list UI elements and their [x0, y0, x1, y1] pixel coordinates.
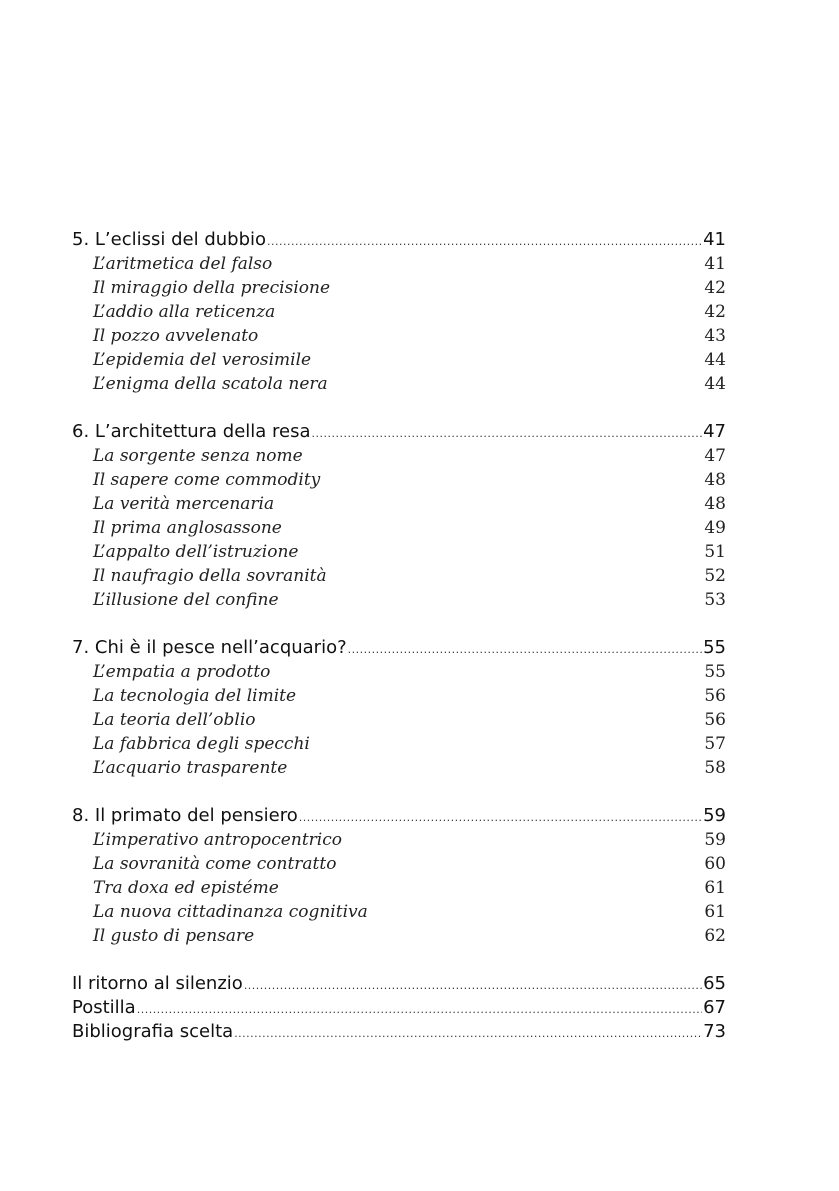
- back-matter: [72, 972, 726, 1044]
- section-entry[interactable]: [72, 564, 726, 588]
- chapter-title: 5. L’eclissi del dubbio: [72, 229, 267, 250]
- section-entry[interactable]: [72, 684, 726, 708]
- section-title: Il gusto di pensare: [93, 926, 255, 946]
- chapter-heading[interactable]: [72, 228, 726, 252]
- section-page-number: 48: [704, 494, 726, 514]
- section-page-number: 61: [704, 902, 726, 922]
- section-entry[interactable]: [72, 516, 726, 540]
- section-title: L’epidemia del verosimile: [93, 350, 312, 370]
- section-entry[interactable]: [72, 876, 726, 900]
- entry-page-number: 65: [703, 973, 726, 994]
- section-title: La nuova cittadinanza cognitiva: [93, 902, 368, 922]
- section-page-number: 48: [704, 470, 726, 490]
- section-page-number: 58: [704, 758, 726, 778]
- dot-leader: [244, 974, 702, 998]
- section-page-number: 44: [704, 350, 726, 370]
- entry-page-number: 67: [703, 997, 726, 1018]
- section-title: Il sapere come commodity: [93, 470, 321, 490]
- chapter-6: [72, 420, 726, 612]
- section-page-number: 62: [704, 926, 726, 946]
- section-title: Il prima anglosassone: [93, 518, 282, 538]
- section-page-number: 42: [704, 302, 726, 322]
- section-title: L’empatia a prodotto: [93, 662, 271, 682]
- chapter-heading[interactable]: [72, 636, 726, 660]
- section-entry[interactable]: [72, 540, 726, 564]
- chapter-5: [72, 228, 726, 396]
- chapter-title: 6. L’architettura della resa: [72, 421, 311, 442]
- section-page-number: 51: [704, 542, 726, 562]
- chapter-page-number: 55: [703, 637, 726, 658]
- section-title: La verità mercenaria: [93, 494, 275, 514]
- chapter-page-number: 47: [703, 421, 726, 442]
- section-title: L’aritmetica del falso: [93, 254, 273, 274]
- section-title: Il naufragio della sovranità: [93, 566, 327, 586]
- section-entry[interactable]: [72, 372, 726, 396]
- section-entry[interactable]: [72, 300, 726, 324]
- chapter-8: [72, 804, 726, 948]
- section-title: L’addio alla reticenza: [93, 302, 276, 322]
- section-page-number: 59: [704, 830, 726, 850]
- section-title: Tra doxa ed epistéme: [93, 878, 279, 898]
- section-title: L’imperativo antropocentrico: [93, 830, 342, 850]
- section-page-number: 57: [704, 734, 726, 754]
- section-entry[interactable]: [72, 900, 726, 924]
- section-title: L’illusione del confine: [93, 590, 279, 610]
- section-title: La sovranità come contratto: [93, 854, 337, 874]
- chapter-page-number: 59: [703, 805, 726, 826]
- entry-page-number: 73: [703, 1021, 726, 1042]
- section-entry[interactable]: [72, 588, 726, 612]
- entry-title: Postilla: [72, 997, 136, 1018]
- section-title: Il pozzo avvelenato: [93, 326, 259, 346]
- section-title: La sorgente senza nome: [93, 446, 303, 466]
- section-title: L’acquario trasparente: [93, 758, 288, 778]
- section-page-number: 56: [704, 710, 726, 730]
- table-of-contents: [72, 228, 726, 1044]
- dot-leader: [137, 998, 702, 1022]
- section-title: L’enigma della scatola nera: [93, 374, 328, 394]
- section-page-number: 52: [704, 566, 726, 586]
- section-page-number: 43: [704, 326, 726, 346]
- section-page-number: 47: [704, 446, 726, 466]
- back-matter-entry[interactable]: [72, 972, 726, 996]
- section-entry[interactable]: [72, 708, 726, 732]
- chapter-title: 8. Il primato del pensiero: [72, 805, 298, 826]
- dot-leader: [348, 638, 702, 662]
- section-page-number: 41: [704, 254, 726, 274]
- section-entry[interactable]: [72, 924, 726, 948]
- section-title: La tecnologia del limite: [93, 686, 297, 706]
- section-entry[interactable]: [72, 732, 726, 756]
- entry-title: Il ritorno al silenzio: [72, 973, 243, 994]
- back-matter-entry[interactable]: [72, 996, 726, 1020]
- dot-leader: [312, 422, 703, 446]
- dot-leader: [267, 230, 702, 254]
- section-page-number: 60: [704, 854, 726, 874]
- section-entry[interactable]: [72, 348, 726, 372]
- section-page-number: 44: [704, 374, 726, 394]
- section-entry[interactable]: [72, 756, 726, 780]
- section-entry[interactable]: [72, 492, 726, 516]
- chapter-title: 7. Chi è il pesce nell’acquario?: [72, 637, 347, 658]
- section-page-number: 55: [704, 662, 726, 682]
- entry-title: Bibliografia scelta: [72, 1021, 234, 1042]
- section-entry[interactable]: [72, 444, 726, 468]
- chapter-heading[interactable]: [72, 420, 726, 444]
- back-matter-entry[interactable]: [72, 1020, 726, 1044]
- dot-leader: [234, 1022, 702, 1046]
- section-entry[interactable]: [72, 468, 726, 492]
- section-entry[interactable]: [72, 852, 726, 876]
- chapter-page-number: 41: [703, 229, 726, 250]
- section-title: La teoria dell’oblio: [93, 710, 256, 730]
- section-page-number: 56: [704, 686, 726, 706]
- section-entry[interactable]: [72, 252, 726, 276]
- section-page-number: 61: [704, 878, 726, 898]
- section-page-number: 42: [704, 278, 726, 298]
- section-title: L’appalto dell’istruzione: [93, 542, 299, 562]
- section-page-number: 49: [704, 518, 726, 538]
- section-entry[interactable]: [72, 276, 726, 300]
- section-title: Il miraggio della precisione: [93, 278, 331, 298]
- section-page-number: 53: [704, 590, 726, 610]
- chapter-7: [72, 636, 726, 780]
- chapter-heading[interactable]: [72, 804, 726, 828]
- dot-leader: [299, 806, 702, 830]
- section-title: La fabbrica degli specchi: [93, 734, 310, 754]
- section-entry[interactable]: [72, 324, 726, 348]
- section-entry[interactable]: [72, 660, 726, 684]
- section-entry[interactable]: [72, 828, 726, 852]
